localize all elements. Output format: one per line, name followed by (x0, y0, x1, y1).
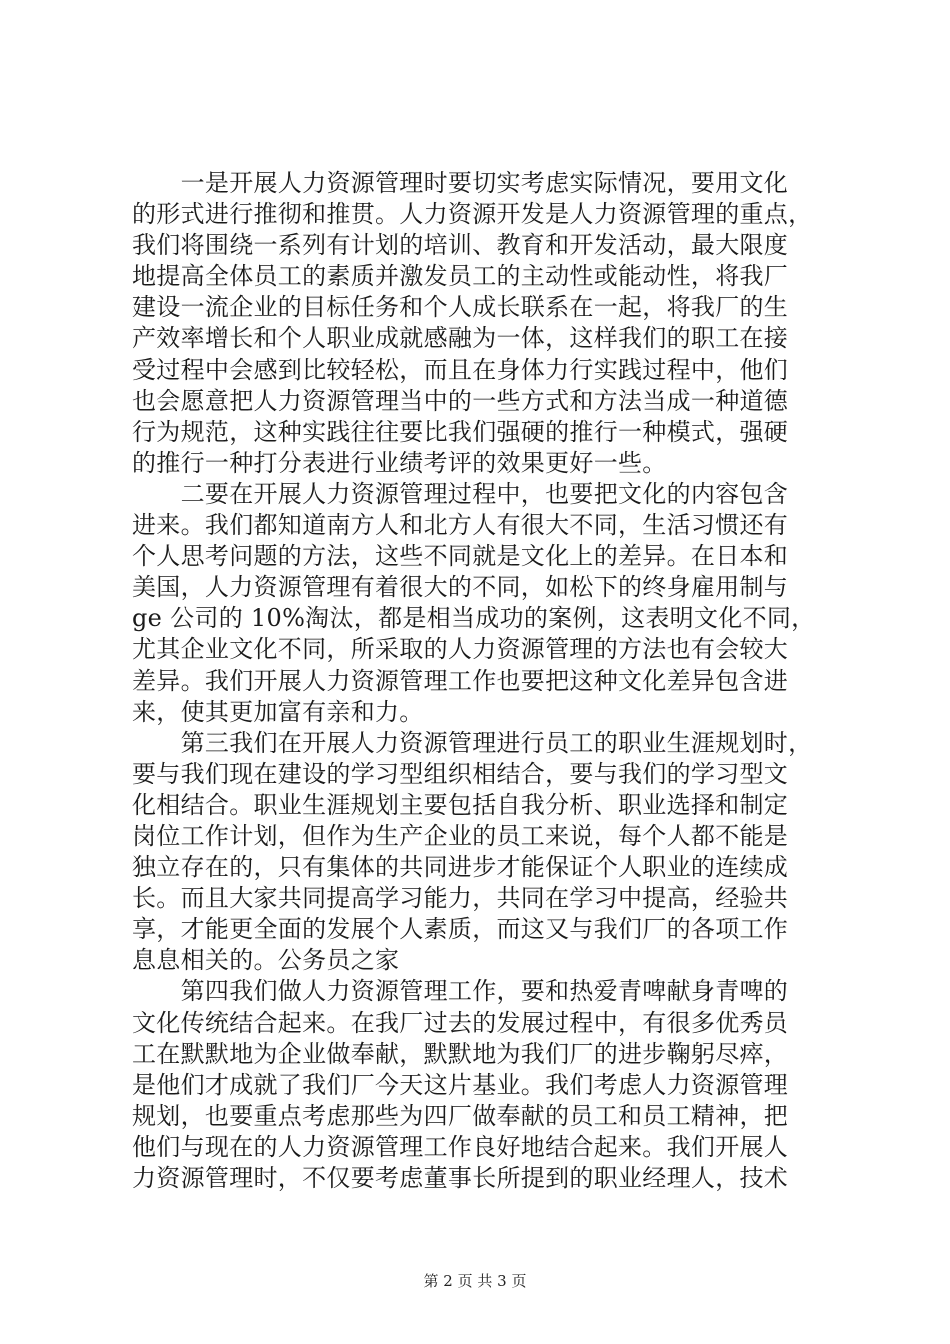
paragraph-4 (132, 976, 832, 1194)
text-line: 也会愿意把人力资源管理当中的一些方式和方法当成一种道德 (132, 386, 789, 415)
paragraph-3 (132, 728, 832, 977)
text-line: 受过程中会感到比较轻松，而且在身体力行实践过程中，他们 (132, 355, 789, 384)
text-line: 美国，人力资源管理有着很大的不同，如松下的终身雇用制与 (132, 573, 789, 602)
text-line: 他们与现在的人力资源管理工作良好地结合起来。我们开展人 (132, 1132, 789, 1161)
text-line: 来，使其更加富有亲和力。 (132, 697, 424, 726)
text-line: 要与我们现在建设的学习型组织相结合，要与我们的学习型文 (132, 759, 789, 788)
document-body (132, 168, 832, 1194)
text-line: 一是开展人力资源管理时要切实考虑实际情况，要用文化 (132, 169, 789, 197)
text-line: 地提高全体员工的素质并激发员工的主动性或能动性，将我厂 (132, 262, 789, 291)
text-line: 工在默默地为企业做奉献，默默地为我们厂的进步鞠躬尽瘁， (132, 1039, 789, 1068)
page-number-label: 第 2 页 共 3 页 (423, 1272, 527, 1290)
text-line: 进来。我们都知道南方人和北方人有很大不同，生活习惯还有 (132, 511, 789, 540)
text-line: 独立存在的，只有集体的共同进步才能保证个人职业的连续成 (132, 853, 789, 882)
text-line: 第三我们在开展人力资源管理进行员工的职业生涯规划时， (132, 728, 813, 757)
text-line: 的形式进行推彻和推贯。人力资源开发是人力资源管理的重点， (132, 200, 813, 229)
text-line: 我们将围绕一系列有计划的培训、教育和开发活动，最大限度 (132, 231, 789, 260)
text-line: 行为规范，这种实践往往要比我们强硬的推行一种模式，强硬 (132, 417, 789, 446)
paragraph-2 (132, 479, 832, 728)
page-footer (0, 1270, 950, 1291)
text-line: 尤其企业文化不同，所采取的人力资源管理的方法也有会较大 (132, 635, 789, 664)
text-line: 建设一流企业的目标任务和个人成长联系在一起，将我厂的生 (132, 293, 789, 322)
text-line: 二要在开展人力资源管理过程中，也要把文化的内容包含 (132, 479, 789, 508)
paragraph-1 (132, 168, 832, 479)
text-line: ge 公司的 10%淘汰，都是相当成功的案例，这表明文化不同， (132, 604, 816, 633)
text-line: 规划，也要重点考虑那些为四厂做奉献的员工和员工精神，把 (132, 1101, 789, 1130)
text-line: 文化传统结合起来。在我厂过去的发展过程中，有很多优秀员 (132, 1008, 789, 1037)
text-line: 化相结合。职业生涯规划主要包括自我分析、职业选择和制定 (132, 790, 789, 819)
text-line: 产效率增长和个人职业成就感融为一体，这样我们的职工在接 (132, 324, 789, 353)
text-line: 是他们才成就了我们厂今天这片基业。我们考虑人力资源管理 (132, 1070, 789, 1099)
text-line: 岗位工作计划，但作为生产企业的员工来说，每个人都不能是 (132, 821, 789, 850)
text-line: 享，才能更全面的发展个人素质，而这又与我们厂的各项工作 (132, 915, 789, 944)
text-line: 差异。我们开展人力资源管理工作也要把这种文化差异包含进 (132, 666, 789, 695)
text-line: 力资源管理时，不仅要考虑董事长所提到的职业经理人，技术 (132, 1164, 789, 1192)
text-line: 的推行一种打分表进行业绩考评的效果更好一些。 (132, 448, 667, 477)
text-line: 长。而且大家共同提高学习能力，共同在学习中提高，经验共 (132, 884, 789, 913)
text-line: 第四我们做人力资源管理工作，要和热爱青啤献身青啤的 (132, 977, 789, 1006)
text-line: 息息相关的。公务员之家 (132, 946, 400, 975)
text-line: 个人思考问题的方法，这些不同就是文化上的差异。在日本和 (132, 542, 789, 571)
